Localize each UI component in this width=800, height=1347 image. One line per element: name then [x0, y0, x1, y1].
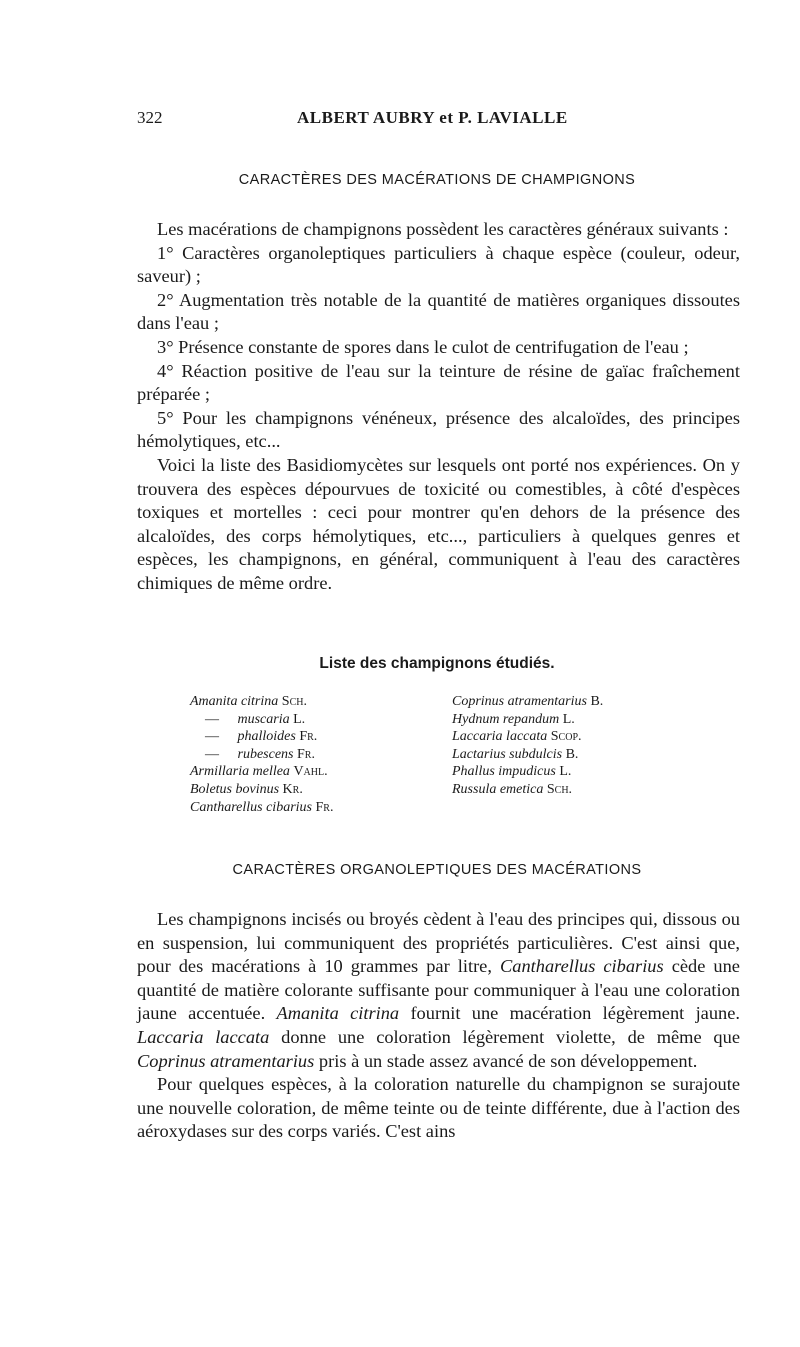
species-paragraph: Voici la liste des Basidiomycètes sur lesquels ont porté nos expériences. On y trouvera des espèces dépourvues de toxicité ou comestibles, à côté d'espèces toxiques et mortelles : ceci pour montrer qu'en dehors de la présence des alcaloïdes, des corps hémolytiques, etc..., particuliers à quelques genres et espèces, les champignons, en général, communiquent à l'eau des caractères chimiques de même ordre.	[137, 454, 740, 593]
list-item: Cantharellus cibarius Fr.	[190, 799, 334, 815]
species-list-right	[452, 693, 603, 799]
section-heading-macerations: CARACTÈRES DES MACÉRATIONS DE CHAMPIGNONS	[238, 172, 636, 188]
list-item: Lactarius subdulcis B.	[452, 746, 579, 762]
list-item: Amanita citrina Sch.	[190, 694, 307, 709]
page-header	[137, 108, 737, 136]
organoleptic-paragraph: Les champignons incisés ou broyés cèdent à l'eau des principes qui, dissous ou en suspension, lui communiquent des propriétés particulières. C'est ainsi que, pour des macérations à 10 grammes par litre, Cantharellus cibarius cède une quantité de matière colorante suffisante pour communiquer à l'eau une coloration jaune accentuée. Amanita citrina fournit une macération légèrement jaune. Laccaria laccata donne une coloration légèrement violette, de même que Coprinus atramentarius pris à un stade assez avancé de son développement.	[137, 909, 740, 1071]
list-item: — muscaria L.	[205, 711, 306, 727]
list-item-5: 5° Pour les champignons vénéneux, présence des alcaloïdes, des principes hémolytiques, etc...	[137, 407, 740, 452]
running-title: ALBERT AUBRY et P. LAVIALLE	[297, 108, 568, 127]
list-item: Boletus bovinus Kr.	[190, 781, 303, 797]
section1-body	[137, 218, 740, 596]
list-item-4: 4° Réaction positive de l'eau sur la teinture de résine de gaïac fraîchement préparée ;	[137, 360, 740, 405]
list-item: Armillaria mellea Vahl.	[190, 764, 328, 780]
list-item: Russula emetica Sch.	[452, 781, 573, 797]
list-item: Coprinus atramentarius B.	[452, 694, 604, 709]
coloration-paragraph: Pour quelques espèces, à la coloration naturelle du champignon se surajoute une nouvelle coloration, de même teinte ou de teinte différente, due à l'action des aéroxydases sur des corps variés. C'est ains	[137, 1074, 740, 1142]
list-item-3: 3° Présence constante de spores dans le culot de centrifugation de l'eau ;	[157, 336, 689, 357]
species-name: Laccaria laccata	[137, 1026, 270, 1047]
list-item: Laccaria laccata Scop.	[452, 729, 582, 745]
intro-paragraph: Les macérations de champignons possèdent les caractères généraux suivants :	[157, 219, 729, 239]
species-list-title: Liste des champignons étudiés.	[319, 655, 555, 672]
list-item-2: 2° Augmentation très notable de la quantité de matières organiques dissoutes dans l'eau ;	[137, 289, 740, 334]
species-name: Amanita citrina	[276, 1003, 400, 1024]
species-list-left	[190, 693, 333, 816]
list-item: Hydnum repandum L.	[452, 711, 575, 727]
list-item: — phalloides Fr.	[205, 729, 318, 745]
species-name: Coprinus atramentarius	[137, 1050, 315, 1071]
list-item-1: 1° Caractères organoleptiques particuliers à chaque espèce (couleur, odeur, saveur) ;	[137, 242, 740, 287]
species-name: Cantharellus cibarius	[499, 956, 664, 977]
section-heading-organoleptic: CARACTÈRES ORGANOLEPTIQUES DES MACÉRATIONS	[232, 862, 642, 878]
section2-body	[137, 908, 740, 1144]
list-item: — rubescens Fr.	[205, 746, 315, 762]
page-number: 322	[137, 108, 163, 127]
list-item: Phallus impudicus L.	[452, 764, 572, 780]
